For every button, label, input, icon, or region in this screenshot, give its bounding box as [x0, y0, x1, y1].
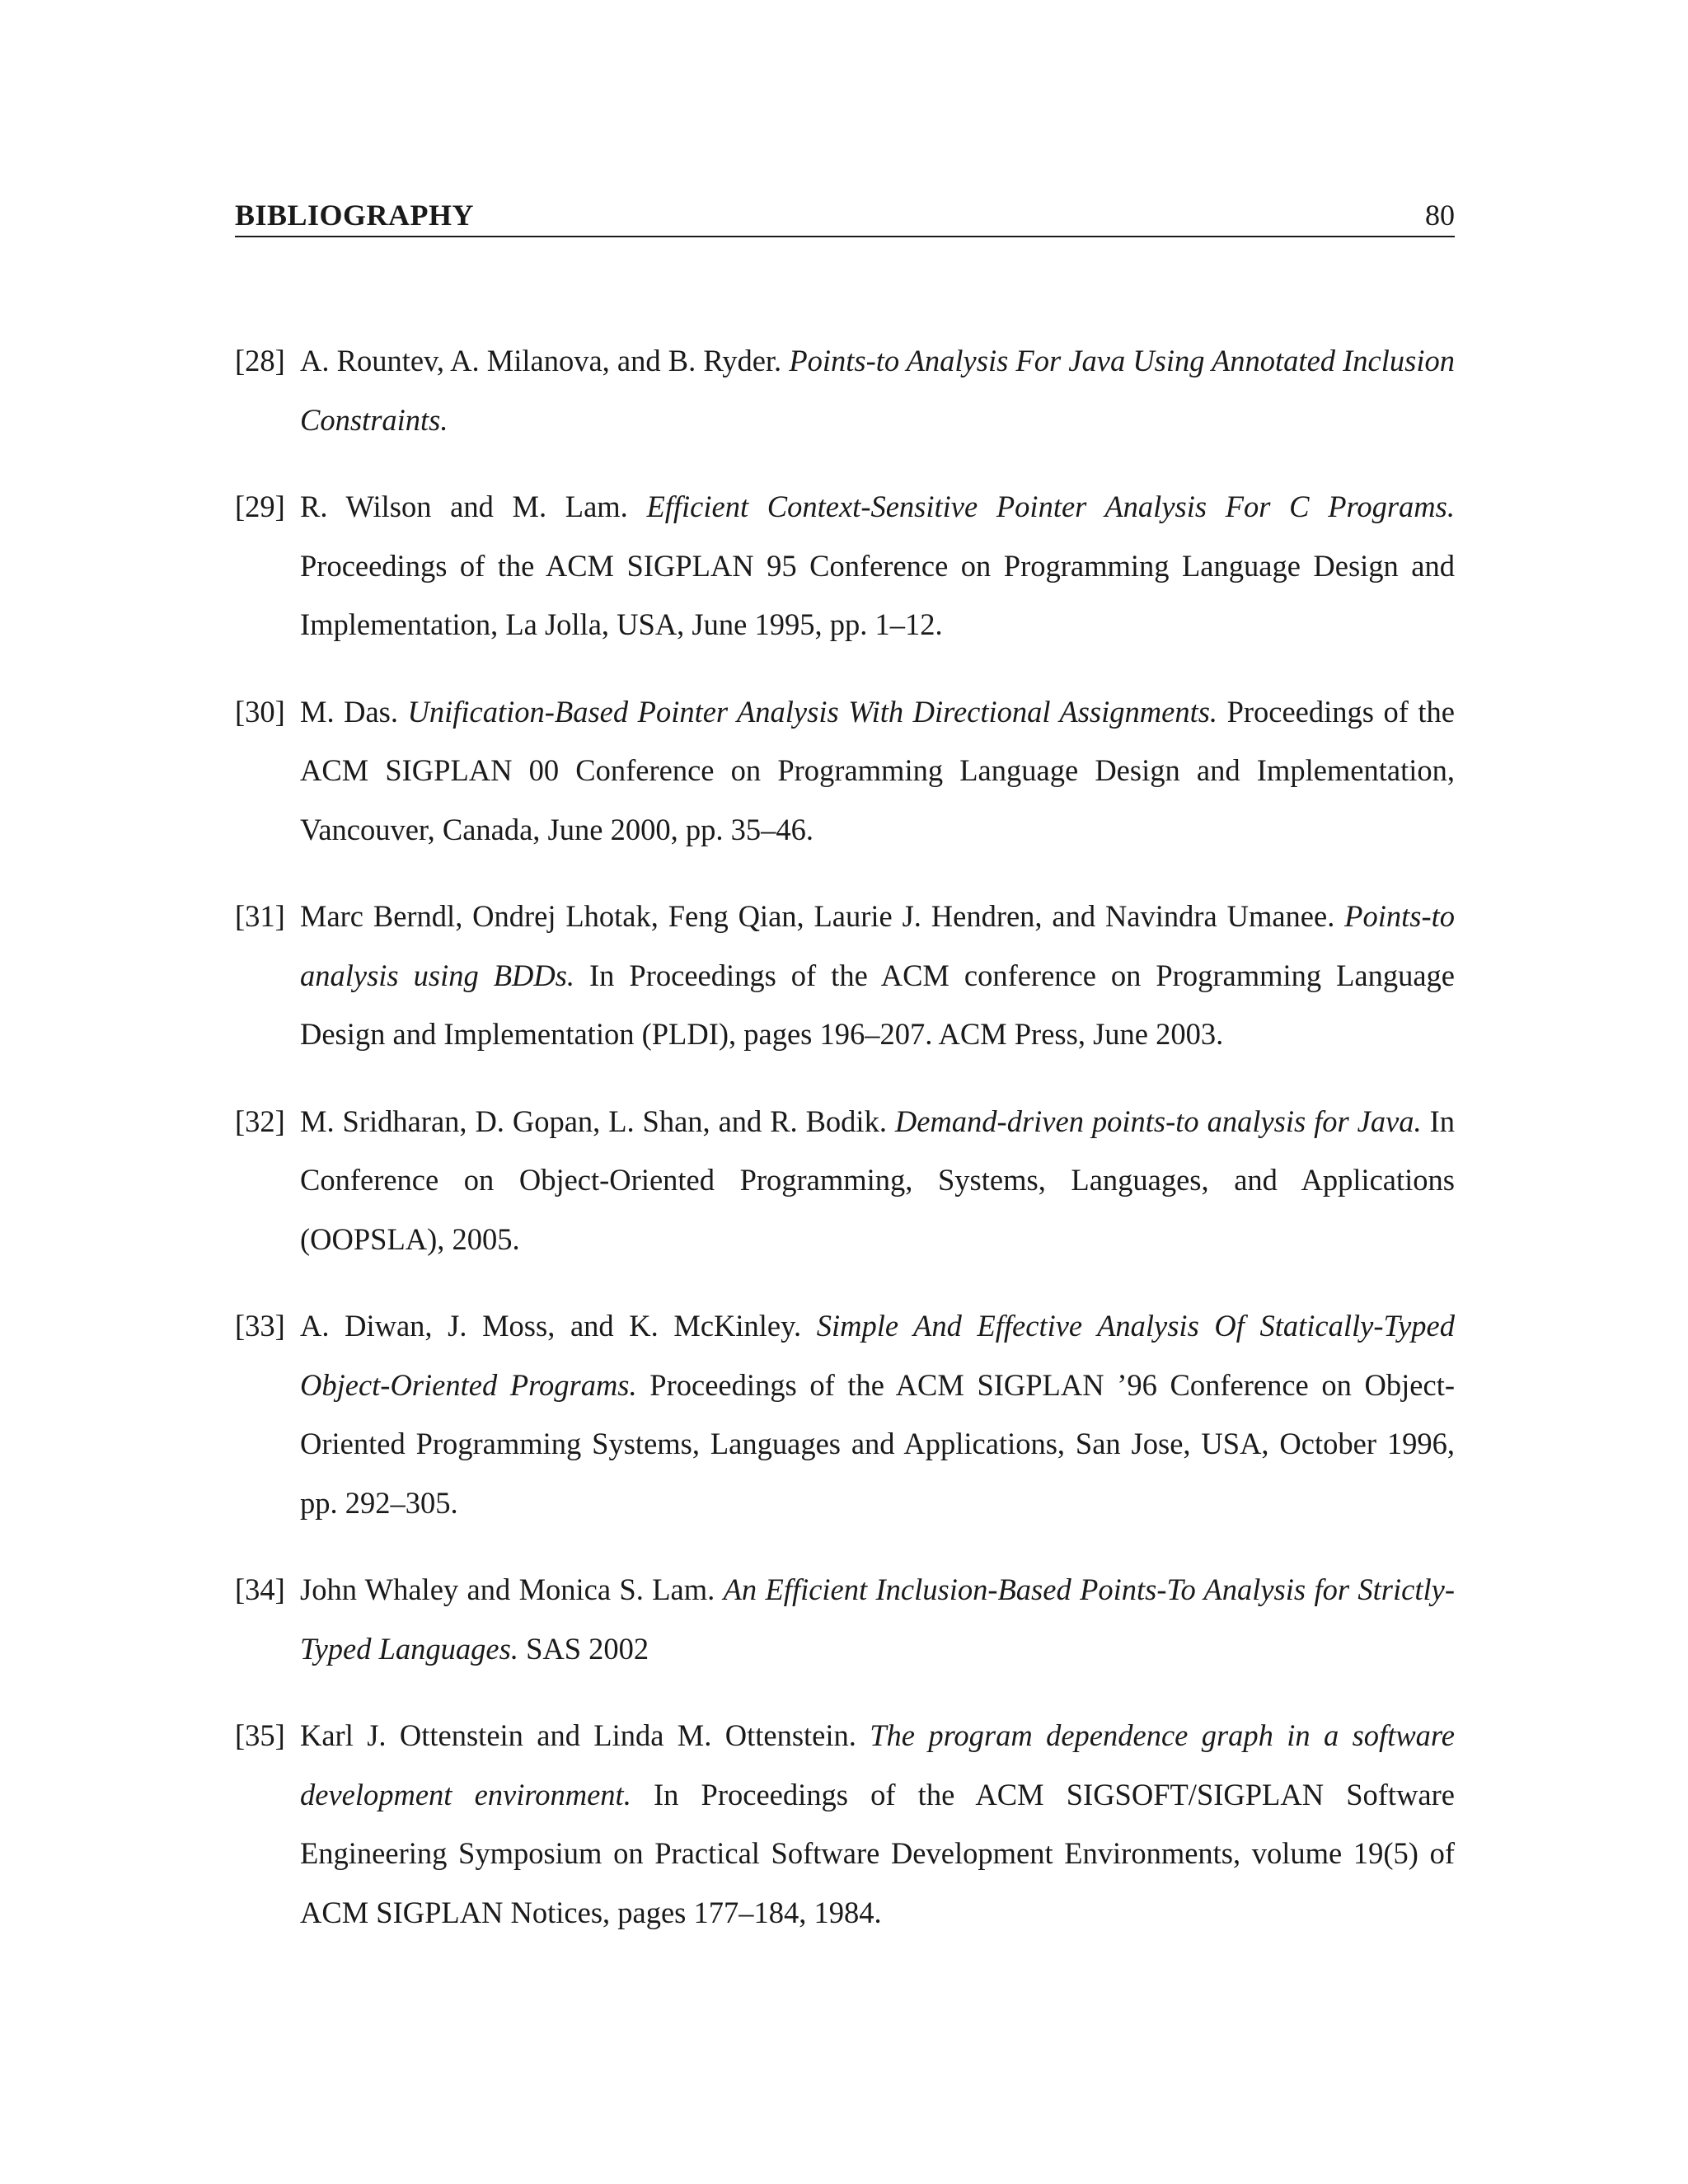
- reference-number: [30]: [235, 694, 285, 729]
- bibliography-entry: [235, 477, 1455, 654]
- reference-authors: Karl J. Ottenstein and Linda M. Ottenstein.: [300, 1718, 870, 1752]
- bibliography-entry: [235, 682, 1455, 860]
- bibliography-entry: [235, 1092, 1455, 1269]
- reference-number: [34]: [235, 1572, 285, 1606]
- reference-authors: John Whaley and Monica S. Lam.: [300, 1572, 724, 1606]
- reference-title: Demand-driven points-to analysis for Java.: [894, 1104, 1422, 1138]
- reference-title: An Efficient Inclusion-Based Points-To Analysis for Strictly-Typed Languages.: [300, 1572, 1455, 1666]
- reference-title: Points-to analysis using BDDs.: [300, 899, 1455, 992]
- page-number: 80: [1425, 199, 1455, 232]
- running-title: BIBLIOGRAPHY: [235, 199, 475, 232]
- bibliography-entry: [235, 1560, 1455, 1678]
- reference-details: In Conference on Object-Oriented Programming, Systems, Languages, and Applications (OOPSLA), 2005.: [300, 1104, 1455, 1256]
- reference-title: Unification-Based Pointer Analysis With Directional Assignments.: [407, 694, 1218, 729]
- bibliography-entry: [235, 887, 1455, 1064]
- reference-authors: Marc Berndl, Ondrej Lhotak, Feng Qian, Laurie J. Hendren, and Navindra Umanee.: [300, 899, 1345, 933]
- bibliography-entry: [235, 1706, 1455, 1942]
- reference-details: Proceedings of the ACM SIGPLAN 95 Conference on Programming Language Design and Implementation, La Jolla, USA, June 1995, pp. 1–12.: [300, 548, 1455, 641]
- reference-authors: R. Wilson and M. Lam.: [300, 490, 647, 523]
- reference-authors: M. Sridharan, D. Gopan, L. Shan, and R. Bodik.: [300, 1104, 895, 1138]
- bibliography-list: [235, 331, 1455, 1970]
- reference-number: [35]: [235, 1718, 285, 1752]
- bibliography-entry: [235, 331, 1455, 449]
- reference-details: In Proceedings of the ACM conference on Programming Language Design and Implementation (PLDI), pages 196–207. ACM Press, June 2003.: [300, 958, 1455, 1051]
- reference-title: Efficient Context-Sensitive Pointer Analysis For C Programs.: [646, 490, 1455, 523]
- bibliography-entry: [235, 1296, 1455, 1532]
- reference-number: [29]: [235, 490, 285, 523]
- reference-details: Proceedings of the ACM SIGPLAN ’96 Conference on Object-Oriented Programming Systems, Languages and Applications, San Jose, USA, October 1996, pp. 292–305.: [300, 1367, 1455, 1520]
- reference-number: [32]: [235, 1104, 285, 1138]
- reference-number: [28]: [235, 344, 285, 377]
- reference-number: [33]: [235, 1309, 285, 1343]
- reference-authors: M. Das.: [300, 694, 408, 729]
- reference-number: [31]: [235, 899, 285, 933]
- reference-details: In Proceedings of the ACM SIGSOFT/SIGPLAN Software Engineering Symposium on Practical Software Development Environments, volume 19(5) of ACM SIGPLAN Notices, pages 177–184, 1984.: [300, 1777, 1455, 1929]
- reference-title: The program dependence graph in a software development environment.: [300, 1718, 1455, 1811]
- reference-title: Simple And Effective Analysis Of Statically-Typed Object-Oriented Programs.: [300, 1309, 1456, 1402]
- reference-authors: A. Diwan, J. Moss, and K. McKinley.: [300, 1309, 817, 1343]
- running-header: [235, 194, 1455, 237]
- reference-authors: A. Rountev, A. Milanova, and B. Ryder.: [300, 344, 790, 377]
- reference-details: Proceedings of the ACM SIGPLAN 00 Conference on Programming Language Design and Implementation, Vancouver, Canada, June 2000, pp. 35–46.: [300, 694, 1455, 846]
- reference-details: SAS 2002: [518, 1631, 649, 1666]
- reference-title: Points-to Analysis For Java Using Annotated Inclusion Constraints.: [300, 344, 1455, 437]
